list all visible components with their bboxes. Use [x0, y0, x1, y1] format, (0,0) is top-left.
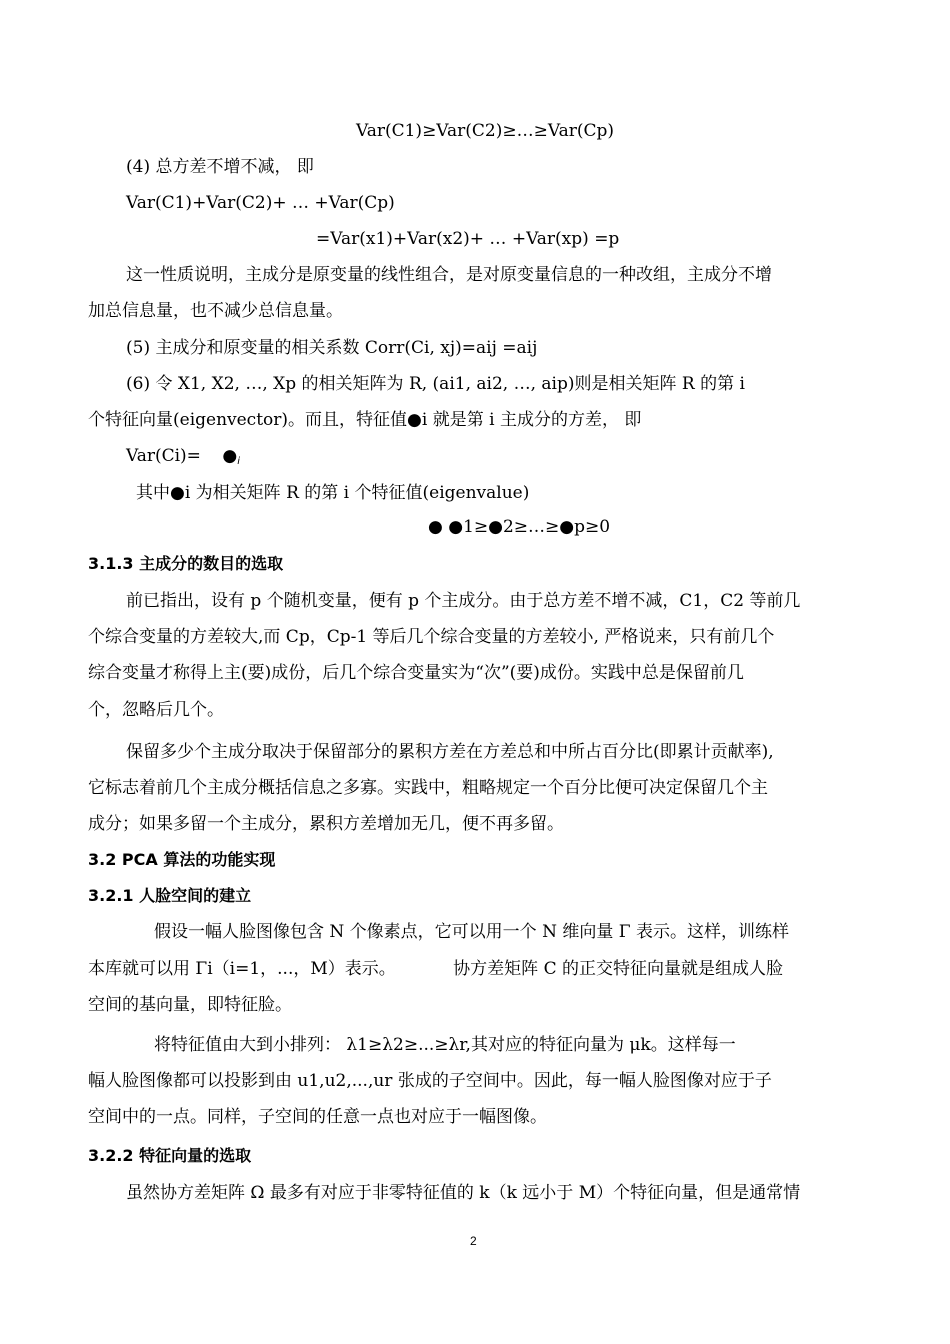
text-line: 综合变量才称得上主(要)成份，后几个综合变量实为“次”(要)成份。实践中总是保留前几 — [88, 663, 744, 683]
text-line: 加总信息量，也不减少总信息量。 — [88, 301, 343, 321]
text-line: 这一性质说明，主成分是原变量的线性组合，是对原变量信息的一种改组，主成分不增 — [126, 265, 772, 285]
text-line: 个，忽略后几个。 — [88, 700, 224, 720]
formula-eigen-order: ● ●1≥●2≥…≥●p≥0 — [428, 517, 611, 537]
formula-var-order: Var(C1)≥Var(C2)≥…≥Var(Cp) — [356, 121, 614, 141]
text-line: (5) 主成分和原变量的相关系数 Corr(Ci, xj)=aij =aij — [126, 338, 538, 358]
lambda-symbol: $●_i$ — [222, 446, 240, 467]
text-line: 空间的基向量，即特征脸。 — [88, 995, 292, 1015]
text-line: 保留多少个主成分取决于保留部分的累积方差在方差总和中所占百分比(即累计贡献率), — [126, 742, 774, 762]
text-line: 空间中的一点。同样，子空间的任意一点也对应于一幅图像。 — [88, 1107, 547, 1127]
text-line: 前已指出，设有 p 个随机变量，便有 p 个主成分。由于总方差不增不减，C1，C2 等前几 — [126, 591, 801, 611]
text-line: 个特征向量(eigenvector)。而且，特征值●i 就是第 i 主成分的方差， 即 — [88, 410, 642, 430]
text-line: (6) 令 X1, X2, …, Xp 的相关矩阵为 R, (ai1, ai2, …, aip)则是相关矩阵 R 的第 i — [126, 374, 745, 394]
text-line: 其中●i 为相关矩阵 R 的第 i 个特征值(eigenvalue) — [136, 483, 530, 503]
text-line: (4) 总方差不增不减， 即 — [126, 157, 314, 177]
text-line: 成分；如果多留一个主成分，累积方差增加无几，便不再多留。 — [88, 814, 564, 834]
text-line: 它标志着前几个主成分概括信息之多寡。实践中，粗略规定一个百分比便可决定保留几个主 — [88, 778, 768, 798]
text-segment: 协方差矩阵 C 的正交特征向量就是组成人脸 — [453, 959, 783, 979]
text-line — [88, 958, 783, 980]
text-line: 将特征值由大到小排列： λ1≥λ2≥...≥λr,其对应的特征向量为 μk。这样每一 — [154, 1035, 736, 1055]
formula-var-sum-result: =Var(x1)+Var(x2)+ … +Var(xp) =p — [316, 229, 620, 249]
text-line: 幅人脸图像都可以投影到由 u1,u2,...,ur 张成的子空间中。因此，每一幅人脸图像对应于子 — [88, 1071, 772, 1091]
section-heading: 3.2 PCA 算法的功能实现 — [88, 850, 276, 869]
section-heading: 3.1.3 主成分的数目的选取 — [88, 554, 284, 573]
text-line: 假设一幅人脸图像包含 N 个像素点，它可以用一个 N 维向量 Γ 表示。这样，训练样 — [154, 922, 789, 942]
formula-var-ci — [126, 445, 240, 473]
text-segment: 本库就可以用 Γi（i=1，...，M）表示。 — [88, 959, 396, 979]
text-line: 个综合变量的方差较大,而 Cp，Cp-1 等后几个综合变量的方差较小, 严格说来，只有前几个 — [88, 627, 775, 647]
section-heading: 3.2.2 特征向量的选取 — [88, 1146, 252, 1165]
section-heading: 3.2.1 人脸空间的建立 — [88, 886, 252, 905]
formula-var-sum: Var(C1)+Var(C2)+ … +Var(Cp) — [126, 193, 395, 213]
page-number: 2 — [470, 1234, 477, 1248]
formula-label: Var(Ci)= — [126, 446, 201, 466]
text-line: 虽然协方差矩阵 Ω 最多有对应于非零特征值的 k（k 远小于 M）个特征向量，但是通常情 — [126, 1183, 801, 1203]
